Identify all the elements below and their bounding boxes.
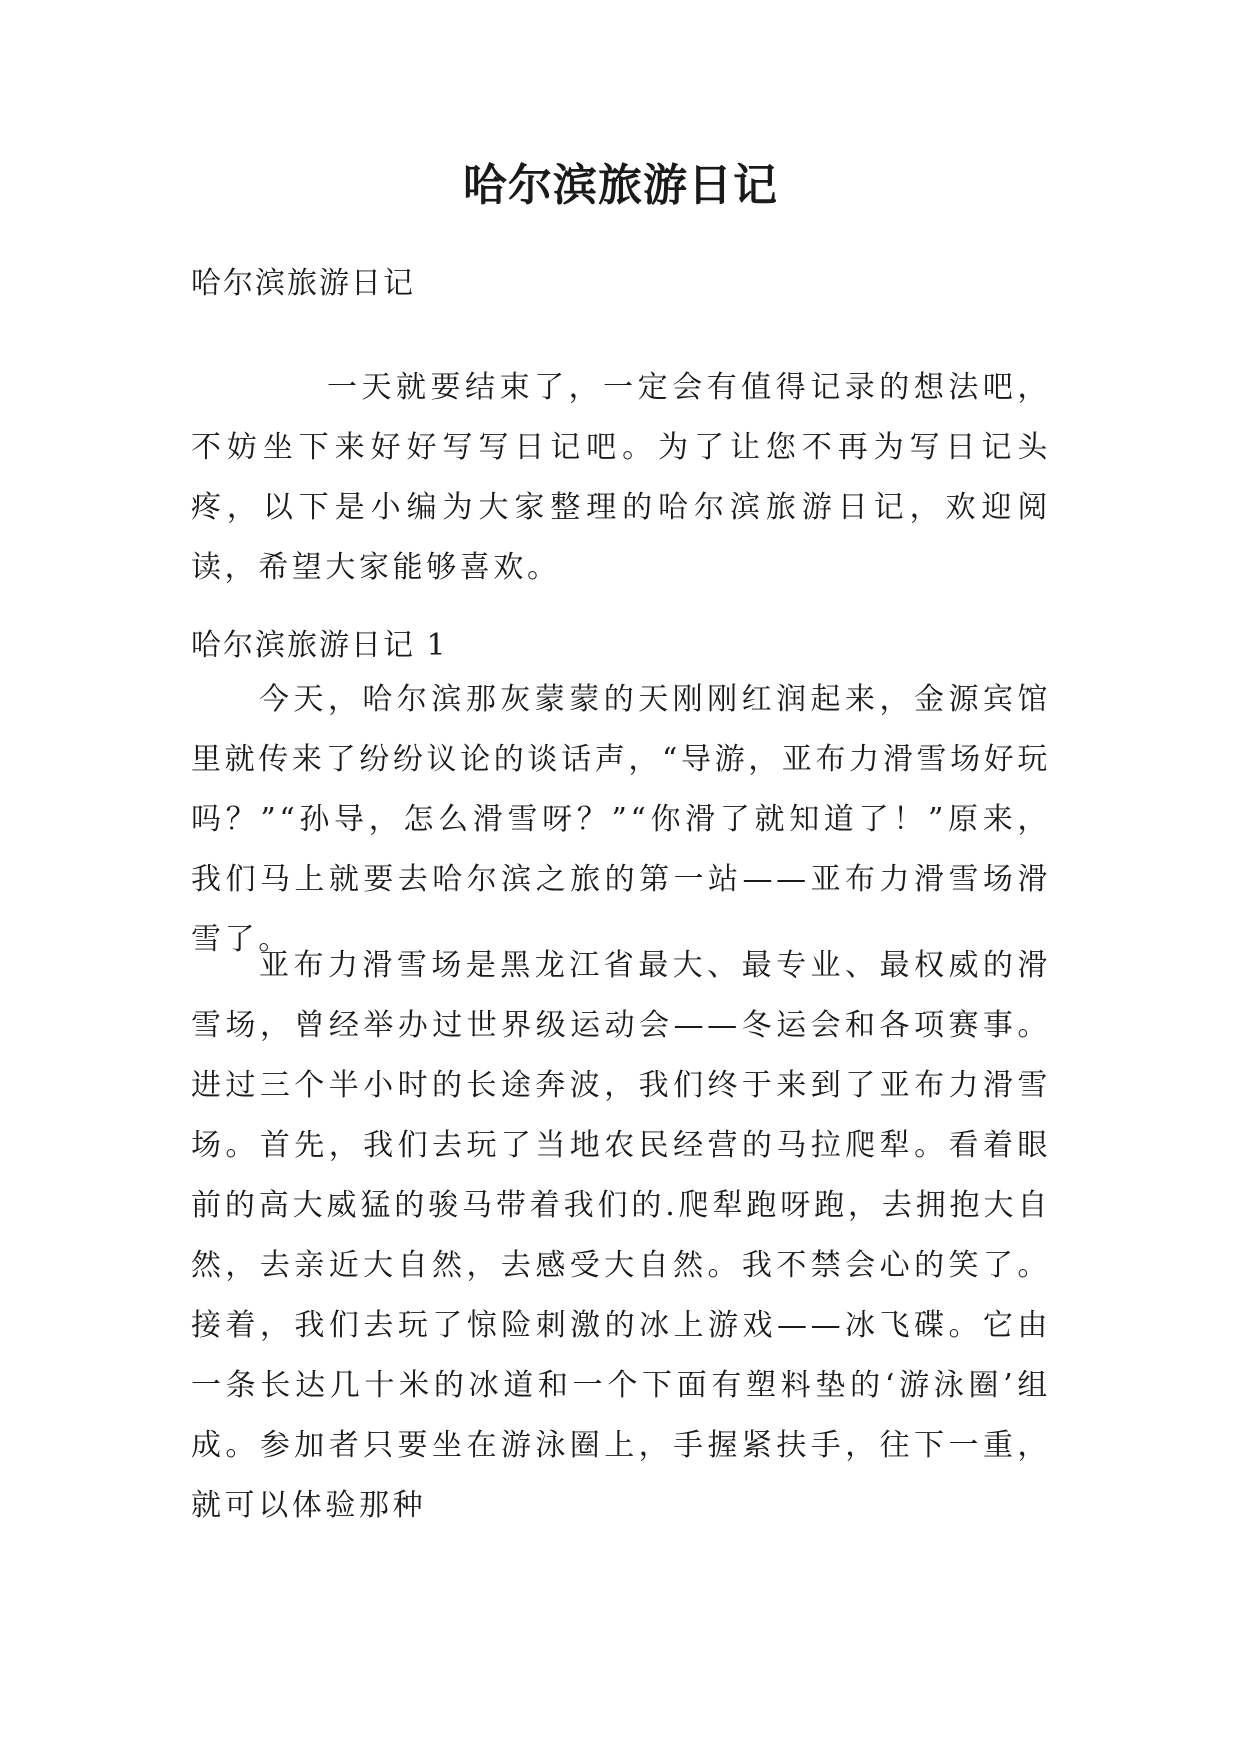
document-subtitle: 哈尔滨旅游日记 [191,266,415,301]
intro-paragraph: 一天就要结束了，一定会有值得记录的想法吧，不妨坐下来好好写写日记吧。为了让您不再为写日记头疼，以下是小编为大家整理的哈尔滨旅游日记，欢迎阅读，希望大家能够喜欢。 [191,370,1051,585]
body-paragraph-2: 亚布力滑雪场是黑龙江省最大、最专业、最权威的滑雪场，曾经举办过世界级运动会——冬运会和各项赛事。进过三个半小时的长途奔波，我们终于来到了亚布力滑雪场。首先，我们去玩了当地农民经营的马拉爬犁。看着眼前的高大威猛的骏马带着我们的.爬犁跑呀跑，去拥抱大自然，去亲近大自然，去感受大自然。我不禁会心的笑了。接着，我们去玩了惊险刺激的冰上游戏——冰飞碟。它由一条长达几十米的冰道和一个下面有塑料垫的‘游泳圈’组成。参加者只要坐在游泳圈上，手握紧扶手，往下一重，就可以体验那种 [191,948,1051,1523]
section-heading: 哈尔滨旅游日记 1 [191,628,448,663]
document-title: 哈尔滨旅游日记 [463,160,778,211]
body-paragraph-1: 今天，哈尔滨那灰蒙蒙的天刚刚红润起来，金源宾馆里就传来了纷纷议论的谈话声，“导游，亚布力滑雪场好玩吗？”“孙导，怎么滑雪呀？”“你滑了就知道了！”原来，我们马上就要去哈尔滨之旅的第一站——亚布力滑雪场滑雪了。 [191,682,1051,957]
